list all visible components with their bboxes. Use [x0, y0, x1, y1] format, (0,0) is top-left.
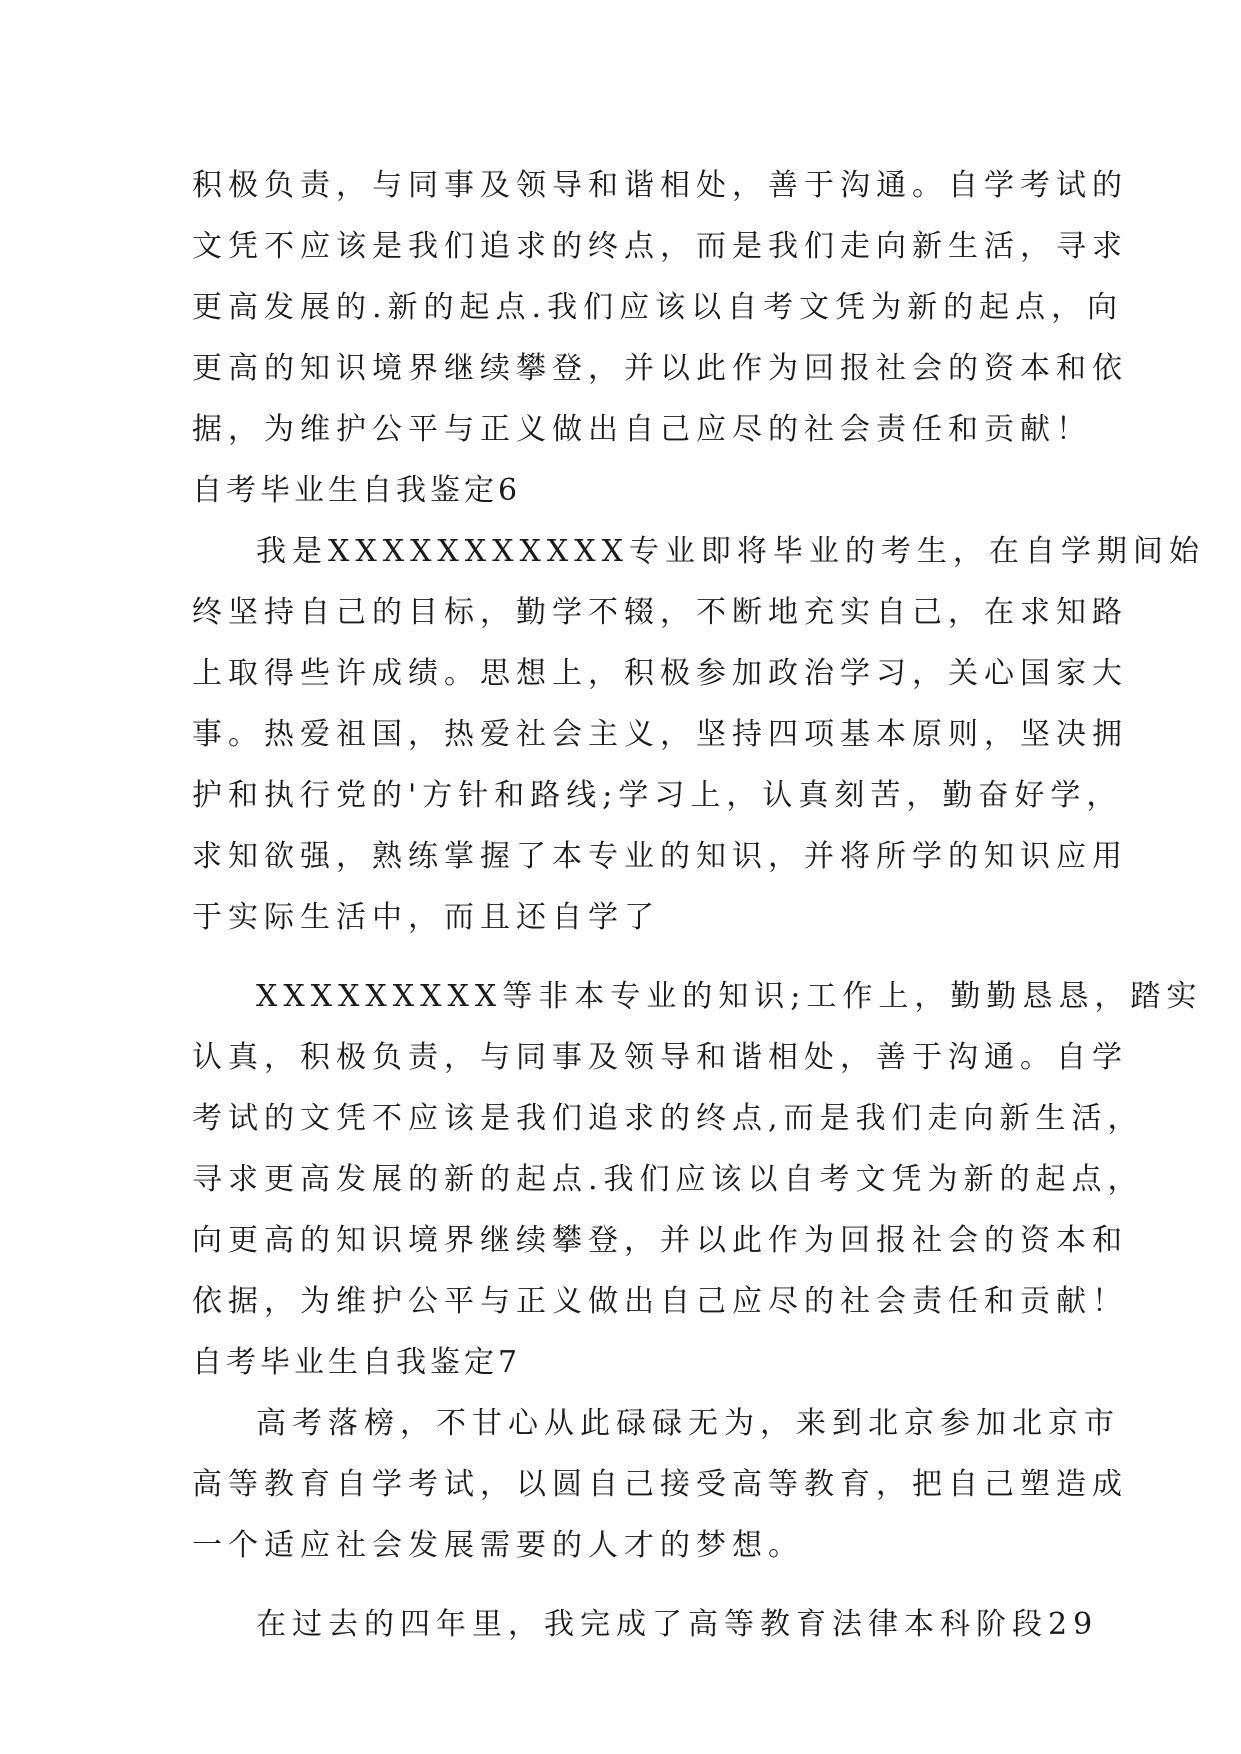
text-line: 在过去的四年里，我完成了高等教育法律本科阶段29	[256, 1607, 1099, 1642]
paragraph-gap	[192, 1576, 1052, 1594]
text-line: 高等教育自学考试，以圆自己接受高等教育，把自己塑造成	[192, 1467, 1128, 1502]
text-line: 考试的文凭不应该是我们追求的终点,而是我们走向新生活，	[192, 1101, 1144, 1136]
text-line: 更高的知识境界继续攀登，并以此作为回报社会的资本和依	[192, 351, 1128, 386]
text-line: 积极负责，与同事及领导和谐相处，善于沟通。自学考试的	[192, 168, 1128, 203]
paragraph-body-7	[192, 1594, 1099, 1655]
text-line: 一个适应社会发展需要的人才的梦想。	[192, 1528, 804, 1563]
text-line: 终坚持自己的目标，勤学不辍，不断地充实自己，在求知路	[192, 595, 1128, 630]
text-line: 认真，积极负责，与同事及领导和谐相处，善于沟通。自学	[192, 1040, 1128, 1075]
text-line: 寻求更高发展的新的起点.我们应该以自考文凭为新的起点，	[192, 1162, 1144, 1197]
section-heading-7: 自考毕业生自我鉴定7	[192, 1345, 522, 1380]
text-line: 更高发展的.新的起点.我们应该以自考文凭为新的起点，向	[192, 290, 1124, 325]
text-line: 高考落榜，不甘心从此碌碌无为，来到北京参加北京市	[256, 1406, 1120, 1441]
text-line: 文凭不应该是我们追求的终点，而是我们走向新生活，寻求	[192, 229, 1128, 264]
paragraph-body-6	[192, 966, 1203, 1332]
text-line: 据，为维护公平与正义做出自己应尽的社会责任和贡献！	[192, 412, 1092, 447]
text-line: 于实际生活中，而且还自学了	[192, 900, 660, 935]
text-line: 护和执行党的'方针和路线;学习上，认真刻苦，勤奋好学，	[192, 778, 1123, 813]
document-page	[192, 155, 1205, 1655]
text-line: 事。热爱祖国，热爱社会主义，坚持四项基本原则，坚决拥	[192, 717, 1128, 752]
text-line: XXXXXXXXX等非本专业的知识;工作上，勤勤恳恳，踏实	[256, 979, 1203, 1014]
paragraph-intro-6	[192, 521, 1205, 948]
text-line: 我是XXXXXXXXXXX专业即将毕业的考生，在自学期间始	[256, 534, 1205, 569]
paragraph-intro-7	[192, 1393, 1128, 1576]
text-line: 求知欲强，熟练掌握了本专业的知识，并将所学的知识应用	[192, 839, 1128, 874]
text-line: 依据，为维护公平与正义做出自己应尽的社会责任和贡献！	[192, 1284, 1128, 1319]
text-line: 向更高的知识境界继续攀登，并以此作为回报社会的资本和	[192, 1223, 1128, 1258]
paragraph-gap	[192, 948, 1052, 966]
text-line: 上取得些许成绩。思想上，积极参加政治学习，关心国家大	[192, 656, 1128, 691]
paragraph-continued	[192, 155, 1128, 460]
section-heading-6: 自考毕业生自我鉴定6	[192, 473, 522, 508]
